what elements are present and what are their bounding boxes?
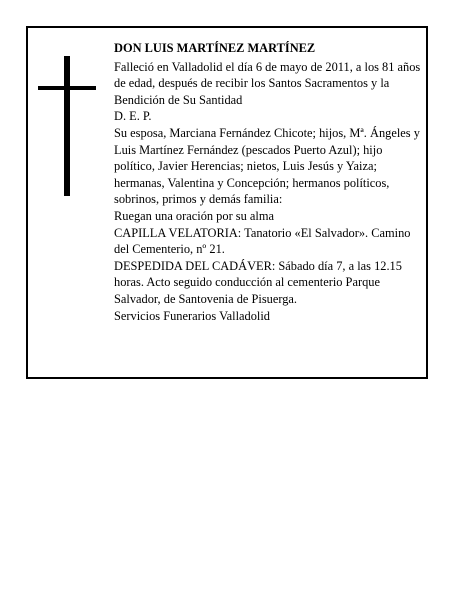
prayer-request: Ruegan una oración por su alma <box>114 208 274 223</box>
cross-icon <box>64 56 70 196</box>
death-announcement: Falleció en Valladolid el día 6 de mayo de 2011, a los 81 años de edad, después de recibir los Santos Sacramentos y la Bendición de Su Santidad <box>114 59 421 107</box>
chapel-info: CAPILLA VELATORIA: Tanatorio «El Salvador». Camino del Cementerio, nº 21. <box>114 225 411 257</box>
family-list: Su esposa, Marciana Fernández Chicote; hijos, Mª. Ángeles y Luis Martínez Fernández (pescados Puerto Azul); hijo político, Javier Herencias; nietos, Luis Jesús y Yaiza; hermanas, Valentina y Concepción; hermanos políticos, sobrinos, primos y demás familia: <box>114 125 420 207</box>
cross-icon-bar <box>38 86 96 90</box>
rip-line: D. E. P. <box>114 109 152 124</box>
funeral-services: Servicios Funerarios Valladolid <box>114 308 271 323</box>
farewell-info: DESPEDIDA DEL CADÁVER: Sábado día 7, a las 12.15 horas. Acto seguido conducción al cementerio Parque Salvador, de Santovenia de Pisuerga. <box>114 258 402 306</box>
deceased-name: DON LUIS MARTÍNEZ MARTÍNEZ <box>114 41 316 55</box>
obituary-text <box>114 40 426 324</box>
